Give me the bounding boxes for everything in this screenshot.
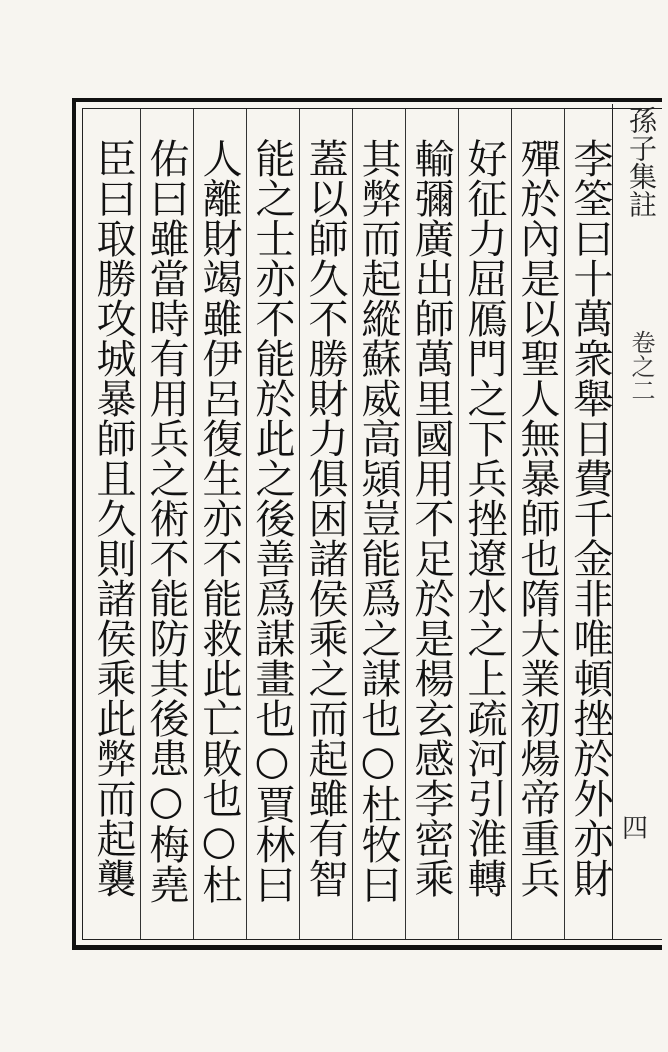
margin-chapter: 卷之二: [627, 330, 655, 402]
text-column: 李筌曰十萬衆舉日費千金非唯頓挫於外亦財: [567, 138, 613, 898]
text-column: 佑曰雖當時有用兵之術不能防其後患○梅堯: [143, 138, 189, 904]
text-column: 臣曰取勝攻城暴師且久則諸侯乘此弊而起襲: [90, 138, 136, 898]
text-column: 其弊而起縱蘇威高熲豈能爲之謀也○杜牧曰: [355, 138, 401, 904]
margin-page-number: 四: [622, 814, 649, 844]
text-column: 人離財竭雖伊呂復生亦不能救此亡敗也○杜: [196, 138, 242, 904]
margin-book-title: 孫子集註: [625, 106, 658, 218]
text-column: 輸彌廣出師萬里國用不足於是楊玄感李密乘: [408, 138, 454, 898]
text-column: 好征力屈鴈門之下兵挫遼水之上疏河引淮轉: [461, 138, 507, 898]
text-column: 能之士亦不能於此之後善爲謀畫也○賈林曰: [249, 138, 295, 904]
text-column: 殫於內是以聖人無暴師也隋大業初煬帝重兵: [514, 138, 560, 898]
text-column: 蓋以師久不勝財力俱困諸侯乘之而起雖有智: [302, 138, 348, 898]
